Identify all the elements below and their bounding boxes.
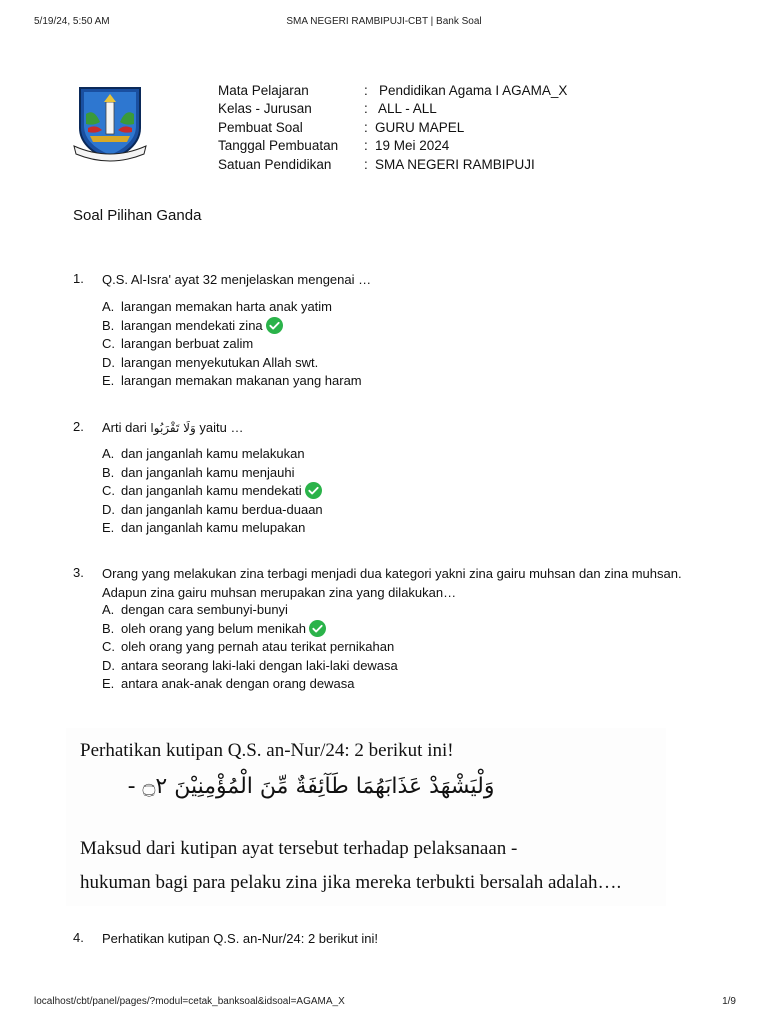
question-text: Perhatikan kutipan Q.S. an-Nur/24: 2 berikut ini! xyxy=(102,931,379,946)
school-logo xyxy=(72,84,148,164)
print-header xyxy=(0,16,768,30)
option-text: larangan memakan makanan yang haram xyxy=(121,373,362,388)
meta-colon: : xyxy=(364,119,368,135)
option-letter: C. xyxy=(102,483,115,498)
option-text: oleh orang yang belum menikah xyxy=(121,620,307,636)
question-text-before: Arti dari xyxy=(102,420,147,435)
option-letter: C. xyxy=(102,336,115,351)
check-circle-icon xyxy=(305,482,322,499)
image-arabic-verse: وَلْيَشْهَدْ عَذَابَهُمَا طَآئِفَةٌ مِّنَ الْمُؤْمِنِيْنَ ۝٢ - xyxy=(127,774,495,799)
option-text: dan janganlah kamu melupakan xyxy=(121,520,306,535)
question-text xyxy=(102,419,692,438)
option-letter: B. xyxy=(102,464,115,480)
option-letter: E. xyxy=(102,520,115,535)
question-number: 4. xyxy=(73,930,84,945)
question-image xyxy=(66,728,666,906)
option-letter: E. xyxy=(102,373,115,388)
meta-value: GURU MAPEL xyxy=(375,119,465,135)
option-text: oleh orang yang pernah atau terikat pernikahan xyxy=(121,639,395,654)
option-letter: A. xyxy=(102,602,115,617)
meta-colon: : xyxy=(364,156,368,172)
option-text: dan janganlah kamu berdua-duaan xyxy=(121,501,323,517)
meta-value: ALL - ALL xyxy=(378,101,437,117)
option-letter: D. xyxy=(102,501,115,517)
meta-value: Pendidikan Agama I AGAMA_X xyxy=(379,83,568,98)
meta-key: Pembuat Soal xyxy=(218,119,303,135)
print-footer xyxy=(0,996,768,1010)
meta-colon: : xyxy=(364,101,368,117)
print-page-number: 1/9 xyxy=(722,996,736,1007)
print-datetime: 5/19/24, 5:50 AM xyxy=(34,16,110,27)
meta-value: SMA NEGERI RAMBIPUJI xyxy=(375,156,535,172)
meta-colon: : xyxy=(364,83,368,98)
option-text: antara seorang laki-laki dengan laki-laki dewasa xyxy=(121,657,398,673)
east-java-emblem-icon xyxy=(72,84,148,164)
meta-key: Satuan Pendidikan xyxy=(218,156,332,172)
option-letter: E. xyxy=(102,676,115,691)
option-letter: B. xyxy=(102,620,115,636)
question-text-after: yaitu … xyxy=(199,420,244,435)
option-text: dan janganlah kamu melakukan xyxy=(121,446,305,461)
option-letter: A. xyxy=(102,299,115,314)
question-number: 3. xyxy=(73,565,84,580)
option-text: larangan menyekutukan Allah swt. xyxy=(121,354,319,370)
option-letter: C. xyxy=(102,639,115,654)
option-letter: A. xyxy=(102,446,115,461)
check-circle-icon xyxy=(309,620,326,637)
meta-key: Tanggal Pembuatan xyxy=(218,138,339,154)
meta-colon: : xyxy=(364,138,368,154)
section-title: Soal Pilihan Ganda xyxy=(73,207,202,224)
option-text: larangan mendekati zina xyxy=(121,317,263,333)
image-line-question-2: hukuman bagi para pelaku zina jika mereka terbukti bersalah adalah…. xyxy=(80,872,622,893)
option-text: dengan cara sembunyi-bunyi xyxy=(121,602,288,617)
option-letter: D. xyxy=(102,657,115,673)
question-text: Orang yang melakukan zina terbagi menjadi dua kategori yakni zina gairu muhsan dan zina muhsan. Adapun zina gairu muhsan merupakan zina yang dilakukan… xyxy=(102,566,682,600)
meta-key: Kelas - Jurusan xyxy=(218,101,312,117)
option-text: dan janganlah kamu mendekati xyxy=(121,483,302,498)
question-text: Q.S. Al-Isra' ayat 32 menjelaskan mengenai … xyxy=(102,272,372,287)
meta-key: Mata Pelajaran xyxy=(218,83,309,98)
image-line-question-1: Maksud dari kutipan ayat tersebut terhadap pelaksanaan - xyxy=(80,838,518,859)
print-page-title: SMA NEGERI RAMBIPUJI-CBT | Bank Soal xyxy=(286,16,482,27)
print-url: localhost/cbt/panel/pages/?modul=cetak_banksoal&idsoal=AGAMA_X xyxy=(34,996,345,1007)
question-number: 2. xyxy=(73,419,84,434)
option-text: antara anak-anak dengan orang dewasa xyxy=(121,676,355,691)
check-circle-icon xyxy=(266,317,283,334)
option-text: larangan berbuat zalim xyxy=(121,336,254,351)
option-letter: D. xyxy=(102,354,115,370)
option-text: larangan memakan harta anak yatim xyxy=(121,299,333,314)
meta-value: 19 Mei 2024 xyxy=(375,138,450,154)
image-line-instruction: Perhatikan kutipan Q.S. an-Nur/24: 2 berikut ini! xyxy=(80,740,454,761)
question-number: 1. xyxy=(73,271,84,286)
arabic-phrase: وَلَا تَقْرَبُوا xyxy=(150,421,196,435)
option-text: dan janganlah kamu menjauhi xyxy=(121,464,295,480)
option-letter: B. xyxy=(102,317,115,333)
